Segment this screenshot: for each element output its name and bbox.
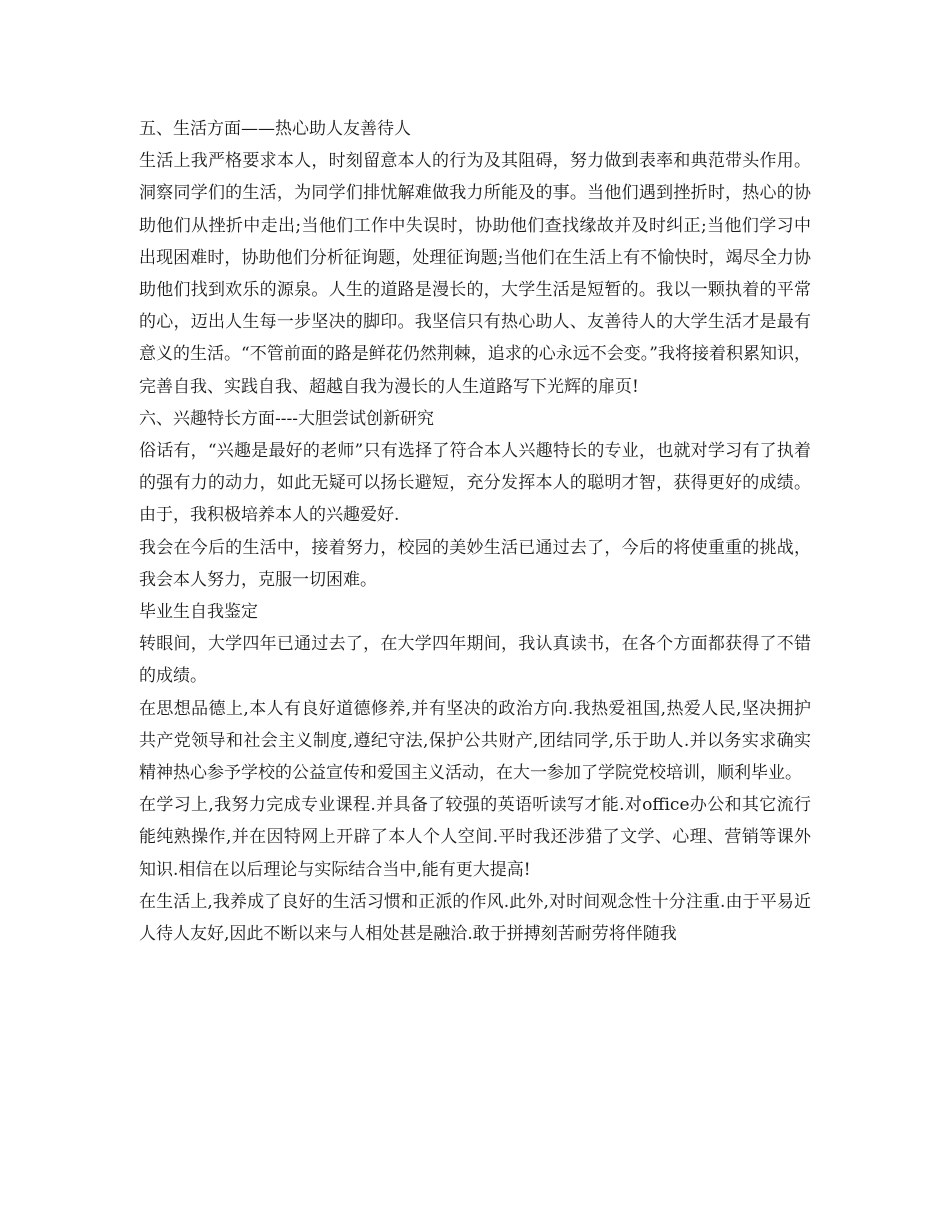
paragraph-life: 生活上我严格要求本人，时刻留意本人的行为及其阻碍，努力做到表率和典范带头作用。洞察同学们的生活，为同学们排忧解难做我力所能及的事。当他们遇到挫折时，热心的协助他们从挫折中走出;当他们工作中失误时，协助他们查找缘故并及时纠正;当他们学习中出现困难时，协助他们分析征询题，处理征询题;当他们在生活上有不愉快时，竭尽全力协助他们找到欢乐的源泉。人生的道路是漫长的，大学生活是短暂的。我以一颗执着的平常的心，迈出人生每一步坚决的脚印。我坚信只有热心助人、友善待人的大学生活才是最有意义的生活。“不管前面的路是鲜花仍然荆棘，追求的心永远不会变。”我将接着积累知识，完善自我、实践自我、超越自我为漫长的人生道路写下光辉的扉页! bbox=[139, 151, 811, 397]
paragraph-study: 在学习上,我努力完成专业课程.并具备了较强的英语听读写才能.对office办公和其它流行能纯熟操作,并在因特网上开辟了本人个人空间.平时我还涉猎了文学、心理、营销等课外知识.相信在以后理论与实际结合当中,能有更大提高! bbox=[139, 795, 811, 880]
paragraph-daily-life: 在生活上,我养成了良好的生活习惯和正派的作风.此外,对时间观念性十分注重.由于平易近人待人友好,因此不断以来与人相处甚是融洽.敢于拼搏刻苦耐劳将伴随我 bbox=[139, 891, 811, 945]
section-heading-interests: 六、兴趣特长方面----大胆尝试创新研究 bbox=[139, 408, 434, 429]
section-heading-life: 五、生活方面——热心助人友善待人 bbox=[139, 119, 411, 139]
paragraph-future: 我会在今后的生活中，接着努力，校园的美妙生活已通过去了，今后的将使重重的挑战，我会本人努力，克服一切困难。 bbox=[139, 537, 811, 590]
section-heading-self-assessment: 毕业生自我鉴定 bbox=[139, 602, 258, 623]
paragraph-interests: 俗话有，“兴趣是最好的老师”只有选择了符合本人兴趣特长的专业，也就对学习有了执着的强有力的动力，如此无疑可以扬长避短，充分发挥本人的聪明才智，获得更好的成绩。由于，我积极培养本人的兴趣爱好. bbox=[139, 441, 811, 526]
paragraph-morality: 在思想品德上,本人有良好道德修养,并有坚决的政治方向.我热爱祖国,热爱人民,坚决拥护共产党领导和社会主义制度,遵纪守法,保护公共财产,团结同学,乐于助人.并以务实求确实精神热心参予学校的公益宣传和爱国主义活动，在大一参加了学院党校培训，顺利毕业。 bbox=[139, 698, 811, 784]
document-body bbox=[139, 113, 811, 950]
paragraph-overview: 转眼间，大学四年已通过去了，在大学四年期间，我认真读书，在各个方面都获得了不错的成绩。 bbox=[139, 634, 811, 687]
